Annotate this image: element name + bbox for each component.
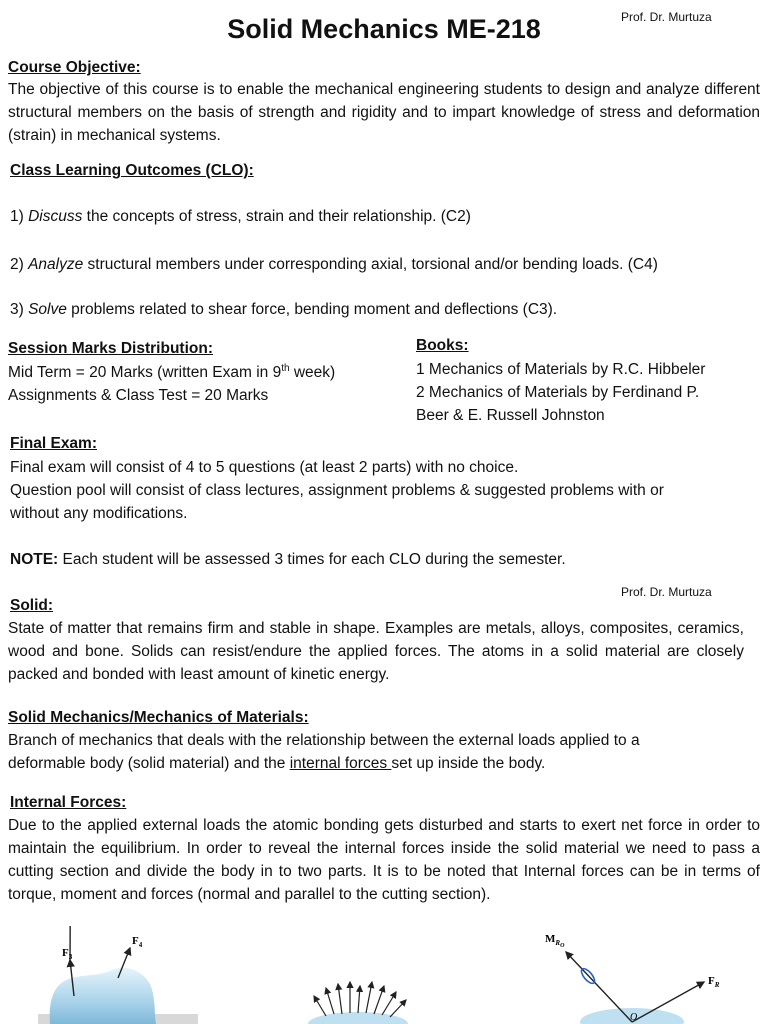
- solid-text: State of matter that remains firm and stable in shape. Examples are metals, alloys, composites, ceramics, wood and bone. Solids can resist/endure the applied forces. The atoms in a solid material are closely packed and bonded with least amount of kinetic energy.: [8, 620, 744, 683]
- book-1: 1 Mechanics of Materials by R.C. Hibbeler: [416, 361, 706, 378]
- final-exam-line-2: Question pool will consist of class lectures, assignment problems & suggested problems with or: [10, 482, 664, 499]
- session-marks-line-2: Assignments & Class Test = 20 Marks: [8, 387, 269, 404]
- note: NOTE: Each student will be assessed 3 times for each CLO during the semester.: [10, 551, 566, 568]
- label-origin: O: [630, 1012, 638, 1023]
- internal-forces-figure: [0, 926, 768, 1024]
- course-objective-text: The objective of this course is to enable the mechanical engineering students to design and analyze different structural members on the basis of strength and rigidity and to impart knowledge of stress and deformation (strain) in mechanical systems.: [8, 81, 760, 144]
- final-exam-line-3: without any modifications.: [10, 505, 188, 522]
- session-marks-line-1: Mid Term = 20 Marks (written Exam in 9th week): [8, 362, 336, 381]
- book-2: 2 Mechanics of Materials by Ferdinand P.: [416, 384, 700, 401]
- note-label: NOTE:: [10, 551, 59, 568]
- label-fr: $F_R$: [708, 975, 720, 989]
- label-f4: $F_4$: [132, 935, 143, 949]
- middle-body-diagram: [308, 982, 408, 1024]
- session-marks-heading: Session Marks Distribution:: [8, 340, 213, 357]
- internal-forces-text: Due to the applied external loads the atomic bonding gets disturbed and starts to exert net force in order to maintain the equilibrium. In order to reveal the internal forces inside the solid material we need to pass a cutting section and divide the body in to two parts. It is to be noted that Internal forces can be in terms of torque, moment and forces (normal and parallel to the cutting section).: [8, 817, 760, 903]
- professor-name-mid: Prof. Dr. Murtuza: [621, 585, 712, 599]
- clo-verb: Analyze: [28, 256, 84, 273]
- clo-verb: Solve: [28, 301, 67, 318]
- label-moment: $M_RO$: [545, 933, 565, 949]
- final-exam-heading: Final Exam:: [10, 435, 97, 452]
- solid-heading: Solid:: [10, 597, 54, 614]
- solid-mechanics-line-2: deformable body (solid material) and the internal forces set up inside the body.: [8, 755, 546, 772]
- right-body-diagram: [545, 933, 720, 1024]
- solid-mechanics-heading: Solid Mechanics/Mechanics of Materials:: [8, 709, 309, 726]
- solid-mechanics-line-1: Branch of mechanics that deals with the relationship between the external loads applied to a: [8, 732, 640, 749]
- internal-forces-heading: Internal Forces:: [10, 794, 127, 811]
- clo-item-2: 2) Analyze structural members under corresponding axial, torsional and/or bending loads. (C4): [10, 256, 658, 273]
- course-objective-heading: Course Objective:: [8, 59, 141, 76]
- final-exam-line-1: Final exam will consist of 4 to 5 questions (at least 2 parts) with no choice.: [10, 459, 519, 476]
- solid-body-shape: [50, 968, 156, 1024]
- clo-verb: Discuss: [28, 208, 83, 225]
- clo-heading: Class Learning Outcomes (CLO):: [10, 162, 254, 179]
- page-title: Solid Mechanics ME-218: [227, 14, 541, 44]
- internal-forces-term: internal forces: [289, 755, 392, 772]
- professor-name-top: Prof. Dr. Murtuza: [621, 10, 712, 24]
- clo-item-3: 3) Solve problems related to shear force, bending moment and deflections (C3).: [10, 301, 558, 318]
- books-heading: Books:: [416, 337, 469, 354]
- label-f3: $F_3$: [62, 947, 73, 961]
- book-2-cont: Beer & E. Russell Johnston: [416, 407, 605, 424]
- clo-item-1: 1) Discuss the concepts of stress, strain and their relationship. (C2): [10, 208, 471, 225]
- left-body-diagram: [38, 926, 198, 1024]
